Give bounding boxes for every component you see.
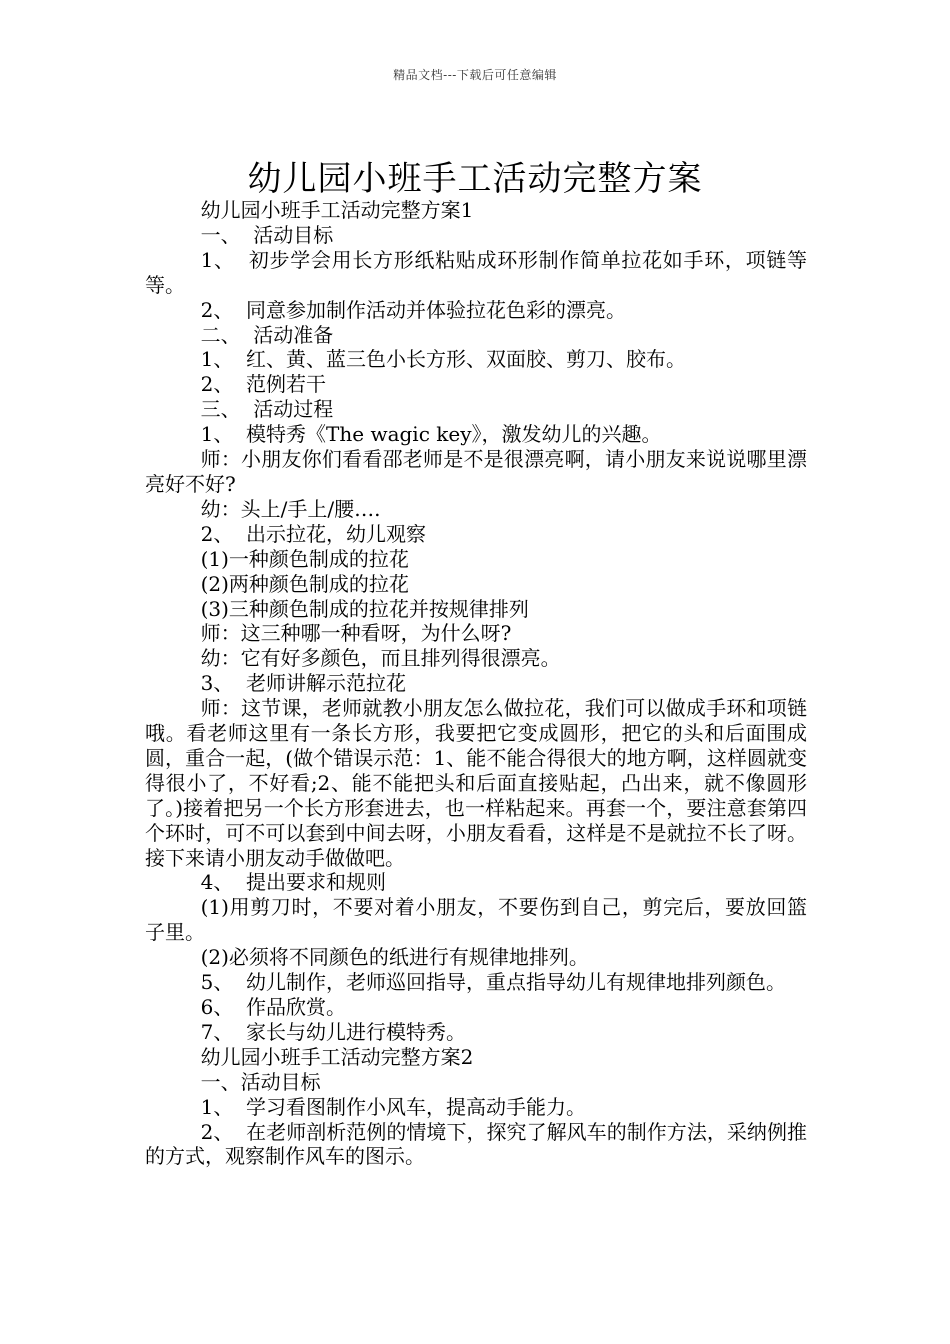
paragraph: 师：小朋友你们看看邵老师是不是很漂亮啊，请小朋友来说说哪里漂亮好不好? [145,447,807,496]
paragraph: (1)一种颜色制成的拉花 [200,546,409,571]
paragraph: 2、 出示拉花，幼儿观察 [200,521,427,546]
header-note: 精品文档---下载后可任意编辑 [393,68,557,82]
paragraph: 1、 模特秀《The wagic key》，激发幼儿的兴趣。 [200,422,662,447]
paragraph: 幼儿园小班手工活动完整方案2 [200,1044,474,1069]
paragraph: 6、 作品欣赏。 [200,995,347,1019]
paragraph: 幼儿园小班手工活动完整方案1 [200,198,474,222]
paragraph: 师：这节课，老师就教小朋友怎么做拉花，我们可以做成手环和项链哦。看老师这里有一条长方形，我要把它变成圆形，把它的头和后面围成圆，重合一起，(做个错误示范：1、能不能合得很大的地方啊，这样圆就变得很小了，不好看;2、能不能把头和后面直接贴起，凸出来，就不像圆形了。)接着把另一个长方形套进去，也一样粘起来。再套一个，要注意套第四个环时，可不可以套到中间去呀，小朋友看看，这样是不是就拉不长了呀。接下来请小朋友动手做做吧。 [145,696,807,870]
paragraph: 2、 同意参加制作活动并体验拉花色彩的漂亮。 [200,297,627,322]
paragraph: 5、 幼儿制作，老师巡回指导，重点指导幼儿有规律地排列颜色。 [200,970,787,995]
paragraph: 师：这三种哪一种看呀，为什么呀? [200,621,512,646]
paragraph: 1、 初步学会用长方形纸粘贴成环形制作简单拉花如手环，项链等等。 [145,247,807,297]
paragraph: 2、 范例若干 [200,372,327,397]
paragraph: 幼：头上/手上/腰…. [200,496,381,521]
paragraph: 1、 红、黄、蓝三色小长方形、双面胶、剪刀、胶布。 [200,347,687,372]
paragraph: 一、活动目标 [200,1069,321,1094]
document-body [145,198,807,1169]
paragraph: (3)三种颜色制成的拉花并按规律排列 [200,596,529,621]
paragraph: 3、 老师讲解示范拉花 [200,671,407,696]
paragraph: 二、 活动准备 [200,322,334,347]
paragraph: (2)两种颜色制成的拉花 [200,571,409,596]
paragraph: 1、 学习看图制作小风车，提高动手能力。 [200,1094,587,1119]
paragraph: 幼：它有好多颜色，而且排列得很漂亮。 [200,646,561,671]
paragraph: (1)用剪刀时，不要对着小朋友，不要伤到自己，剪完后，要放回篮子里。 [145,895,807,945]
document-title: 幼儿园小班手工活动完整方案 [247,158,703,199]
paragraph: 2、 在老师剖析范例的情境下，探究了解风车的制作方法，采纳例推的方式，观察制作风车的图示。 [145,1119,807,1169]
paragraph: 4、 提出要求和规则 [200,870,387,895]
paragraph: 三、 活动过程 [200,397,334,422]
paragraph: (2)必须将不同颜色的纸进行有规律地排列。 [200,945,589,970]
paragraph: 7、 家长与幼儿进行模特秀。 [200,1019,467,1044]
paragraph: 一、 活动目标 [200,222,334,247]
